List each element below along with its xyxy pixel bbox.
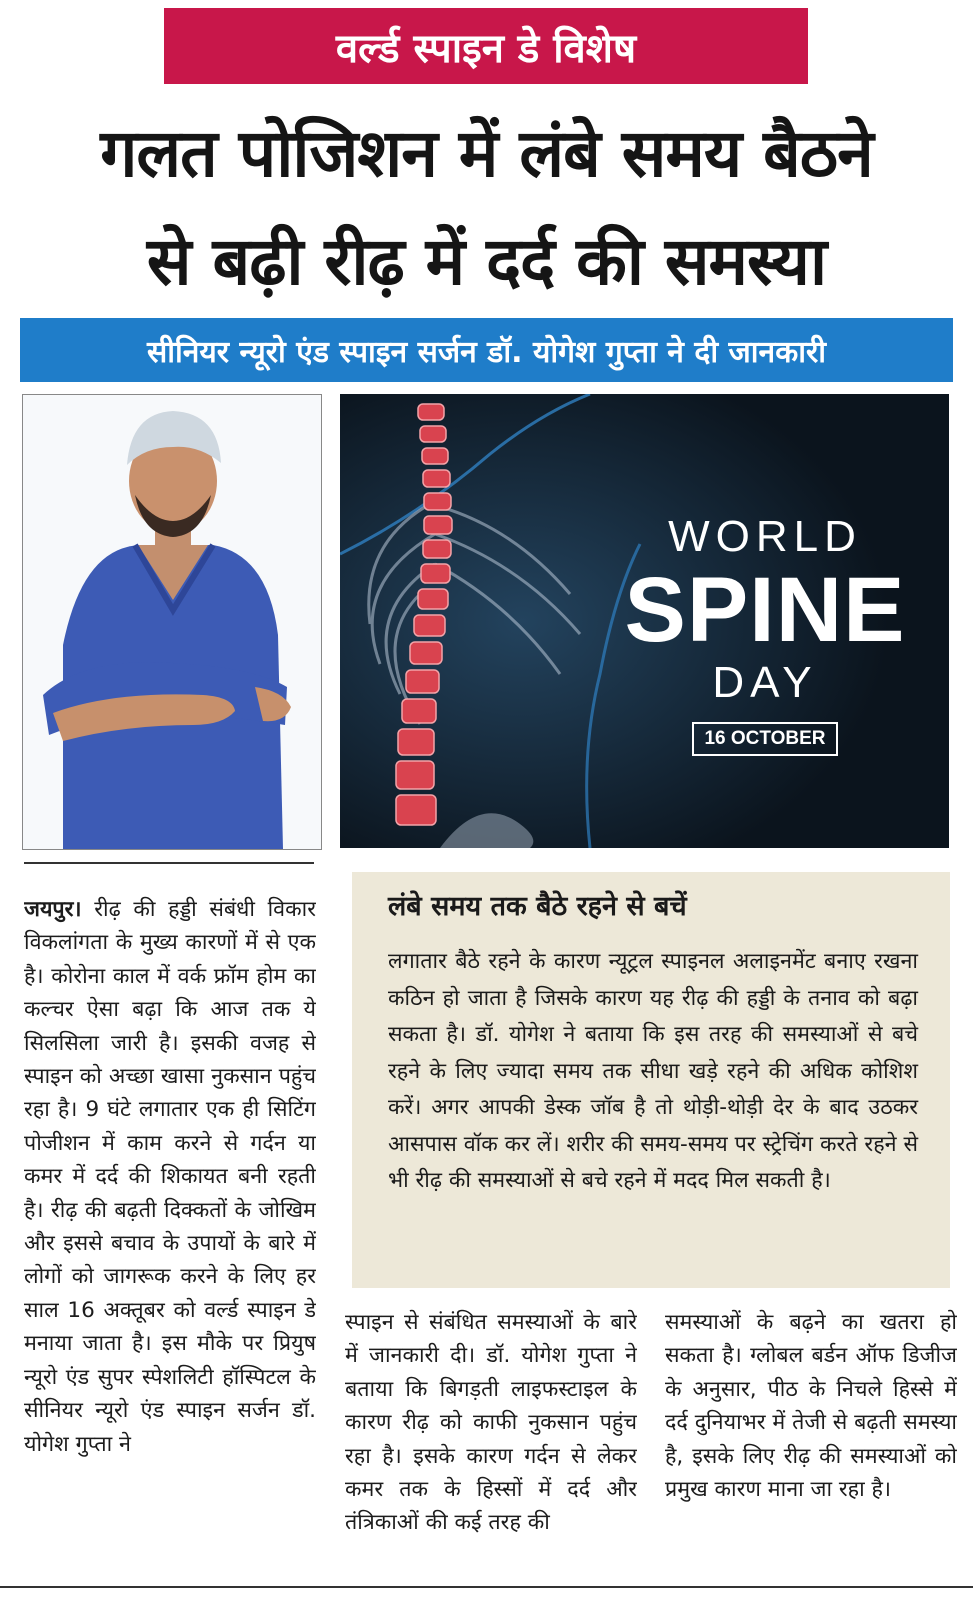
world-spine-day-title bbox=[610, 512, 920, 756]
headline-line-1: गलत पोजिशन में लंबे समय बैठने bbox=[100, 115, 873, 192]
doctor-illustration bbox=[23, 395, 321, 849]
tips-boxout bbox=[352, 872, 950, 1288]
spine-title-day: DAY bbox=[712, 658, 818, 707]
spine-title-world: WORLD bbox=[668, 512, 862, 561]
column-3-text: समस्याओं के बढ़ने का खतरा हो सकता है। ग्लोबल बर्डन ऑफ डिजीज के अनुसार, पीठ के निचले हिस्से में दर्द दुनियाभर में तेजी से बढ़ती समस्या है, इसके लिए रीढ़ की समस्याओं को प्रमुख कारण माना जा रहा है। bbox=[665, 1310, 957, 1503]
boxout-title: लंबे समय तक बैठे रहने से बचें bbox=[388, 891, 687, 922]
boxout-text: लगातार बैठे रहने के कारण न्यूट्रल स्पाइनल अलाइनमेंट बनाए रखना कठिन हो जाता है जिसके कारण यह रीढ़ की हड्डी के तनाव को बढ़ा सकता है। डॉ. योगेश ने बताया कि इस तरह की समस्याओं से बचे रहने के लिए ज्यादा समय तक सीधा खड़े रहने की अधिक कोशिश करें। अगर आपकी डेस्क जॉब है तो थोड़ी-थोड़ी देर के बाद उठकर आसपास वॉक कर लें। शरीर की समय-समय पर स्ट्रेचिंग करते रहने से भी रीढ़ की समस्याओं से बचे रहने में मदद मिल सकती है। bbox=[388, 949, 918, 1193]
article-column-1 bbox=[24, 893, 316, 1461]
spine-title-spine: SPINE bbox=[624, 559, 906, 661]
subheadline: सीनियर न्यूरो एंड स्पाइन सर्जन डॉ. योगेश गुप्ता ने दी जानकारी bbox=[146, 334, 827, 370]
headline-line-2: से बढ़ी रीढ़ में दर्द की समस्या bbox=[146, 223, 827, 300]
world-spine-day-graphic bbox=[340, 394, 949, 848]
page-bottom-rule bbox=[0, 1586, 973, 1588]
subheadline-bar bbox=[20, 318, 953, 382]
spine-date-badge: 16 OCTOBER bbox=[692, 722, 837, 756]
headline bbox=[10, 100, 963, 316]
dateline: जयपुर। bbox=[24, 897, 82, 922]
column-1-text: रीढ़ की हड्डी संबंधी विकार विकलांगता के मुख्य कारणों में से एक है। कोरोना काल में वर्क फ्रॉम होम का कल्चर ऐसा बढ़ा कि आज तक ये सिलसिला जारी है। इसकी वजह से स्पाइन को अच्छा खासा नुकसान पहुंच रहा है। 9 घंटे लगातार एक ही सिटिंग पोजीशन में काम करने से गर्दन या कमर में दर्द की शिकायत बनी रहती है। रीढ़ की बढ़ती दिक्कतों के जोखिम और इससे बचाव के उपायों के बारे में लोगों को जागरूक करने के लिए हर साल 16 अक्तूबर को वर्ल्ड स्पाइन डे मनाया जाता है। इस मौके पर प्रियुष न्यूरो एंड सुपर स्पेशलिटी हॉस्पिटल के सीनियर न्यूरो एंड स्पाइन सर्जन डॉ. योगेश गुप्ता ने bbox=[24, 897, 316, 1457]
article-column-3 bbox=[665, 1306, 957, 1506]
article-column-2 bbox=[345, 1306, 637, 1540]
column-1-top-rule bbox=[24, 862, 314, 864]
doctor-photo bbox=[22, 394, 322, 850]
section-kicker: वर्ल्ड स्पाइन डे विशेष bbox=[164, 8, 808, 84]
column-2-text: स्पाइन से संबंधित समस्याओं के बारे में जानकारी दी। डॉ. योगेश गुप्ता ने बताया कि बिगड़ती लाइफस्टाइल के कारण रीढ़ को काफी नुकसान पहुंच रहा है। इसके कारण गर्दन से लेकर कमर तक के हिस्सों में दर्द और तंत्रिकाओं की कई तरह की bbox=[345, 1310, 637, 1536]
